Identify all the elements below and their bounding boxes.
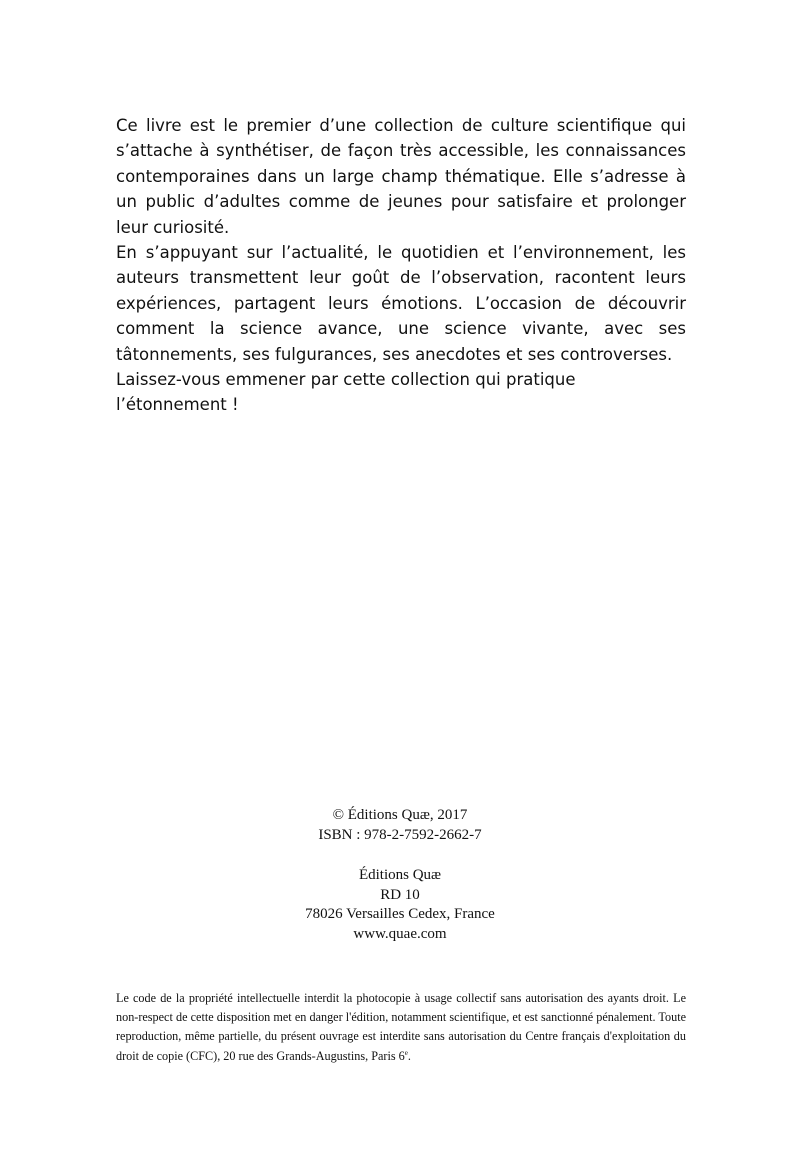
publisher-name: Éditions Quæ xyxy=(358,867,442,883)
legal-notice-superscript: e xyxy=(404,1048,408,1057)
publisher-address-block xyxy=(200,866,600,944)
address-line-2: 78026 Versailles Cedex, France xyxy=(305,906,495,923)
legal-notice-text: Le code de la propriété intellectuelle interdit la photocopie à usage collectif sans autorisation des ayants droit. Le non-respect de cette disposition met en danger l'édition, notamment scientifique, et est sanctionné pénalement. Toute reproduction, même partielle, du présent ouvrage est interdite sans autorisation du Centre français d'exploitation du droit de copie (CFC), 20 rue des Grands-Augustins, Paris 6 xyxy=(116,991,686,1063)
intro-paragraph-2: En s’appuyant sur l’actualité, le quotidien et l’environnement, les auteurs transmettent leur goût de l’observation, racontent leurs expériences, partagent leurs émotions. L’occasion de découvrir comment la science avance, une science vivante, avec ses tâtonnements, ses fulgurances, ses anecdotes et ses controverses. xyxy=(116,243,686,364)
collection-intro xyxy=(116,113,686,418)
publisher-website: www.quae.com xyxy=(353,925,447,942)
intro-paragraph-1: Ce livre est le premier d’une collection de culture scientifique qui s’attache à synthétiser, de façon très accessible, les connaissances contemporaines dans un large champ thématique. Elle s’adresse à un public d’adultes comme de jeunes pour satisfaire et prolonger leur curiosité. xyxy=(116,116,686,237)
legal-notice-end: . xyxy=(407,1048,411,1063)
intro-paragraph-3: Laissez-vous emmener par cette collection qui pratique l’étonnement ! xyxy=(116,370,576,415)
copyright-block xyxy=(200,806,600,845)
address-line-1: RD 10 xyxy=(380,886,420,903)
legal-notice xyxy=(116,989,686,1066)
isbn-line: ISBN : 978-2-7592-2662-7 xyxy=(318,826,482,843)
copyright-line: © Éditions Quæ, 2017 xyxy=(332,807,468,823)
